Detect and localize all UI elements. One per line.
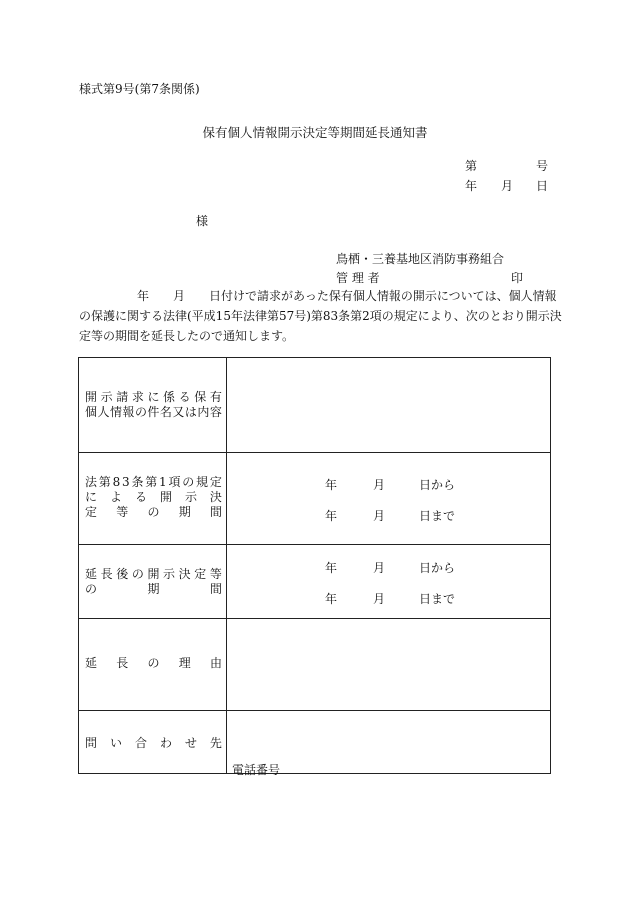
row-label-contact <box>85 736 222 751</box>
notice-body <box>79 286 562 346</box>
table-row-divider <box>79 710 550 711</box>
notice-body-line-3: 定等の期間を延長したので通知します。 <box>79 329 295 343</box>
extended-to-suffix: 日まで <box>419 592 456 606</box>
original-to-month: 月 <box>373 509 386 523</box>
sender-organization: 鳥栖・三養基地区消防事務組合 <box>336 252 505 266</box>
issue-date-month: 月 <box>501 179 514 193</box>
sender-title: 管 理 者 <box>336 271 380 285</box>
seal-mark: 印 <box>511 271 524 285</box>
form-number: 様式第9号(第7条関係) <box>79 82 200 96</box>
document-title: 保有個人情報開示決定等期間延長通知書 <box>202 125 428 140</box>
document-number-dai: 第 <box>465 159 478 173</box>
table-row-divider <box>79 452 550 453</box>
row-label-extended-period-line-1: 延 長 後 の 開 示 決 定 等 <box>85 567 222 581</box>
row-label-subject <box>85 390 222 420</box>
original-to-suffix: 日まで <box>419 509 456 523</box>
row-label-reason-text: 延 長 の 理 由 <box>85 656 222 670</box>
notice-body-line-2: の保護に関する法律(平成15年法律第57号)第83条第2項の規定により、次のとおり開示決 <box>79 309 562 323</box>
issue-date-year: 年 <box>465 179 478 193</box>
row-label-original-period <box>85 475 222 520</box>
notice-body-line-1: 年 月 日付けで請求があった保有個人情報の開示については、個人情報 <box>137 289 557 303</box>
row-label-extended-period <box>85 567 222 597</box>
row-label-original-period-line-3: 定 等 の 期 間 <box>85 505 222 519</box>
addressee-honorific: 様 <box>196 214 209 228</box>
row-label-contact-text: 問 い 合 わ せ 先 <box>85 736 222 750</box>
row-label-extended-period-line-2: の 期 間 <box>85 582 222 596</box>
document-number-go: 号 <box>536 159 549 173</box>
extended-from-year: 年 <box>325 561 338 575</box>
extension-table <box>78 357 551 777</box>
row-label-subject-line-2: 個 人 情 報 の 件 名 又 は 内 容 <box>85 405 222 419</box>
table-row-divider <box>79 618 550 619</box>
original-from-year: 年 <box>325 478 338 492</box>
row-label-subject-line-1: 開 示 請 求 に 係 る 保 有 <box>85 390 222 404</box>
phone-label: 電話番号 <box>232 763 281 777</box>
extended-to-month: 月 <box>373 592 386 606</box>
table-row-divider <box>79 544 550 545</box>
original-to-year: 年 <box>325 509 338 523</box>
row-label-reason <box>85 656 222 671</box>
extended-to-year: 年 <box>325 592 338 606</box>
original-from-month: 月 <box>373 478 386 492</box>
original-from-suffix: 日から <box>419 478 456 492</box>
row-label-original-period-line-2: に よ る 開 示 決 <box>85 490 222 504</box>
row-label-original-period-line-1: 法 第 8 3 条 第 1 項 の 規 定 <box>85 475 222 489</box>
issue-date-day: 日 <box>536 179 549 193</box>
extended-from-suffix: 日から <box>419 561 456 575</box>
extended-from-month: 月 <box>373 561 386 575</box>
